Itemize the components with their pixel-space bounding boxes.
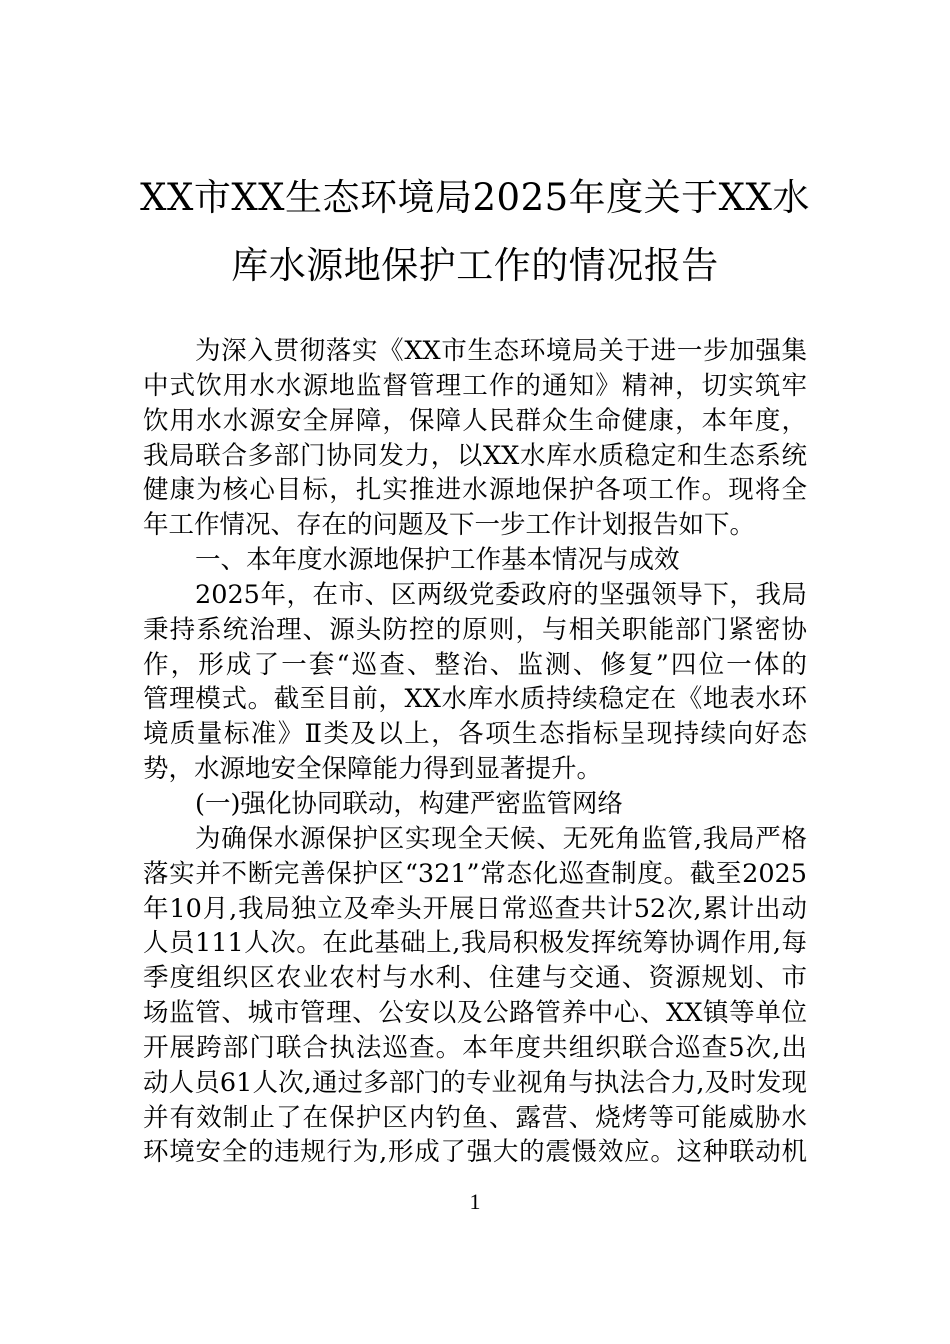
text-line: 势，水源地安全保障能力得到显著提升。	[143, 754, 603, 785]
text-line: 我局联合多部门协同发力，以XX水库水质稳定和生态系统	[143, 440, 807, 471]
text-line: 2025年，在市、区两级党委政府的坚强领导下，我局	[195, 579, 807, 610]
text-line: 为深入贯彻落实《XX市生态环境局关于进一步加强集	[195, 336, 807, 366]
text-line: 饮用水水源安全屏障，保障人民群众生命健康，本年度，	[143, 405, 807, 436]
document-title-line-2: 库水源地保护工作的情况报告	[231, 244, 719, 287]
document-body	[143, 334, 807, 1170]
text-line: 为确保水源保护区实现全天候、无死角监管,我局严格	[195, 823, 807, 854]
text-line: 季度组织区农业农村与水利、住建与交通、资源规划、市	[143, 963, 807, 994]
text-line: 秉持系统治理、源头防控的原则，与相关职能部门紧密协	[143, 614, 807, 645]
text-line: 年工作情况、存在的问题及下一步工作计划报告如下。	[143, 510, 756, 541]
text-line: 管理模式。截至目前，XX水库水质持续稳定在《地表水环	[143, 684, 807, 715]
text-line: 作，形成了一套“巡查、整治、监测、修复”四位一体的	[143, 649, 807, 680]
page-number: 1	[469, 1189, 481, 1214]
document-title-line-1: XX市XX生态环境局2025年度关于XX水	[140, 176, 810, 219]
subsection-heading: (一)强化协同联动，构建严密监管网络	[195, 788, 623, 819]
section-heading: 一、本年度水源地保护工作基本情况与成效	[195, 545, 680, 576]
text-line: 动人员61人次,通过多部门的专业视角与执法合力,及时发现	[143, 1067, 807, 1098]
text-line: 健康为核心目标，扎实推进水源地保护各项工作。现将全	[143, 475, 807, 506]
text-line: 年10月,我局独立及牵头开展日常巡查共计52次,累计出动	[143, 893, 807, 924]
text-line: 场监管、城市管理、公安以及公路管养中心、XX镇等单位	[143, 998, 807, 1029]
text-line: 境质量标准》Ⅱ类及以上，各项生态指标呈现持续向好态	[143, 719, 807, 750]
text-line: 落实并不断完善保护区“321”常态化巡查制度。截至2025	[143, 858, 807, 889]
text-line: 开展跨部门联合执法巡查。本年度共组织联合巡查5次,出	[143, 1032, 807, 1063]
text-line: 中式饮用水水源地监督管理工作的通知》精神，切实筑牢	[143, 370, 807, 401]
text-line: 环境安全的违规行为,形成了强大的震慑效应。这种联动机	[143, 1137, 807, 1168]
text-line: 并有效制止了在保护区内钓鱼、露营、烧烤等可能威胁水	[143, 1102, 807, 1133]
text-line: 人员111人次。在此基础上,我局积极发挥统筹协调作用,每	[143, 928, 807, 959]
